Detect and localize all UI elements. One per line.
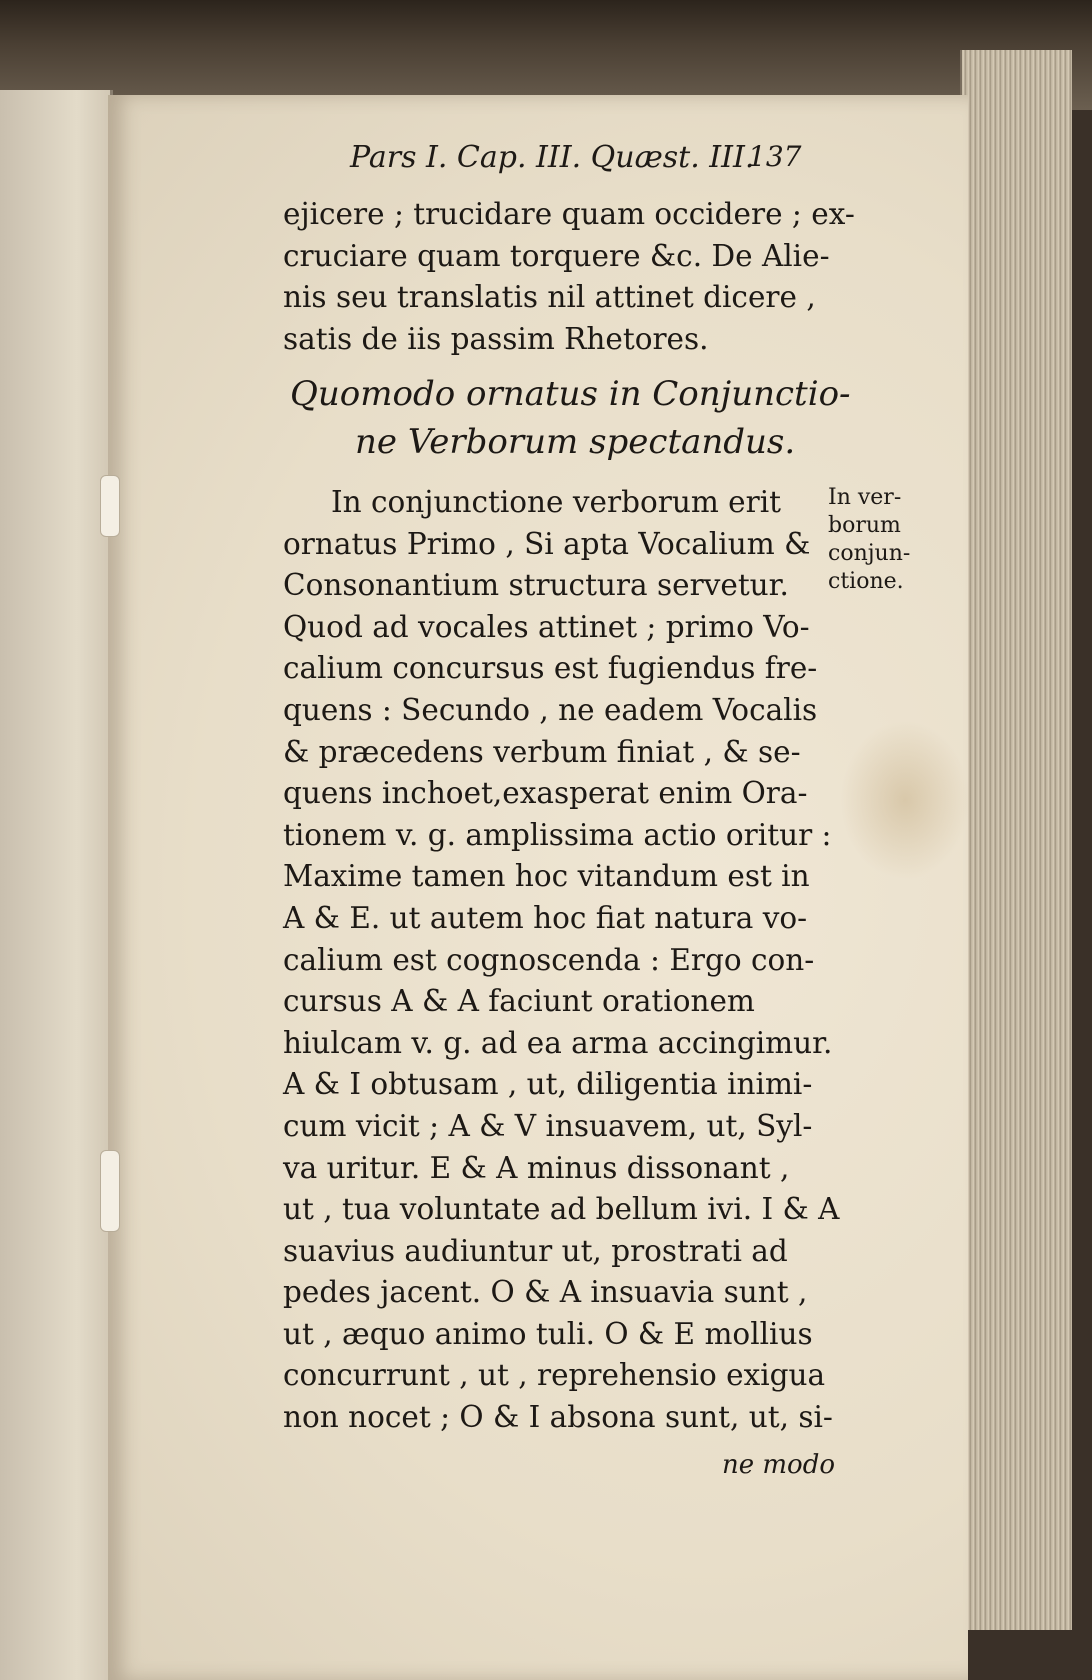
text-line: pedes jacent. O & A insuavia sunt ,: [283, 1275, 808, 1310]
text-line: quens : Secundo , ne eadem Vocalis: [283, 692, 818, 727]
left-page-strip: [0, 90, 113, 1680]
text-line: In conjunctione verborum erit: [331, 485, 782, 519]
text-line: cruciare quam torquere &c. De Alie-: [283, 238, 830, 273]
text-line: ut , tua voluntate ad bellum ivi. I & A: [283, 1192, 840, 1227]
binding-hole: [100, 1150, 120, 1232]
binding-hole: [100, 475, 120, 537]
margin-note-line: borum: [828, 513, 901, 538]
text-line: Consonantium structura servetur.: [283, 568, 789, 603]
margin-note: [828, 484, 943, 596]
text-line: cursus A & A faciunt orationem: [283, 984, 755, 1019]
text-line: calium est cognoscenda : Ergo con-: [283, 942, 815, 977]
text-line: concurrunt , ut , reprehensio exigua: [283, 1358, 826, 1393]
text-line: Maxime tamen hoc vitandum est in: [283, 859, 810, 894]
heading-line: ne Verborum spectandus.: [355, 422, 796, 462]
text-line: tionem v. g. amplissima actio oritur :: [283, 817, 832, 852]
page-number: 137: [748, 140, 802, 173]
text-line: va uritur. E & A minus dissonant ,: [283, 1150, 790, 1185]
text-line: A & I obtusam , ut, diligentia inimi-: [283, 1067, 813, 1102]
catchword: ne modo: [722, 1450, 836, 1480]
page-edges: [960, 50, 1072, 1630]
text-line: Quod ad vocales attinet ; primo Vo-: [283, 609, 810, 644]
text-line: ejicere ; trucidare quam occidere ; ex-: [283, 197, 855, 231]
top-paragraph: [283, 194, 855, 360]
margin-note-line: conjun-: [828, 541, 911, 566]
text-line: non nocet ; O & I absona sunt, ut, si-: [283, 1400, 833, 1435]
text-line: suavius audiuntur ut, prostrati ad: [283, 1233, 788, 1268]
text-line: satis de iis passim Rhetores.: [283, 321, 709, 356]
running-title: Pars I. Cap. III. Quæst. III.: [350, 140, 755, 175]
text-line: ornatus Primo , Si apta Vocalium &: [283, 526, 811, 561]
text-line: nis seu translatis nil attinet dicere ,: [283, 280, 816, 315]
text-line: A & E. ut autem hoc fiat natura vo-: [283, 900, 808, 935]
text-line: calium concursus est fugiendus fre-: [283, 651, 818, 686]
text-line: & præcedens verbum finiat , & se-: [283, 734, 801, 769]
body-paragraph: [283, 482, 840, 1439]
margin-note-line: ctione.: [828, 569, 904, 594]
text-line: hiulcam v. g. ad ea arma accingimur.: [283, 1025, 833, 1060]
heading-line: Quomodo ornatus in Conjunctio-: [290, 374, 851, 414]
margin-note-line: In ver-: [828, 485, 902, 510]
text-line: ut , æquo animo tuli. O & E mollius: [283, 1316, 813, 1351]
text-line: quens inchoet,exasperat enim Ora-: [283, 776, 808, 811]
section-heading: [290, 370, 851, 466]
paper-stain: [840, 720, 970, 880]
text-line: cum vicit ; A & V insuavem, ut, Syl-: [283, 1108, 813, 1143]
book-top-edge: [0, 0, 1092, 110]
